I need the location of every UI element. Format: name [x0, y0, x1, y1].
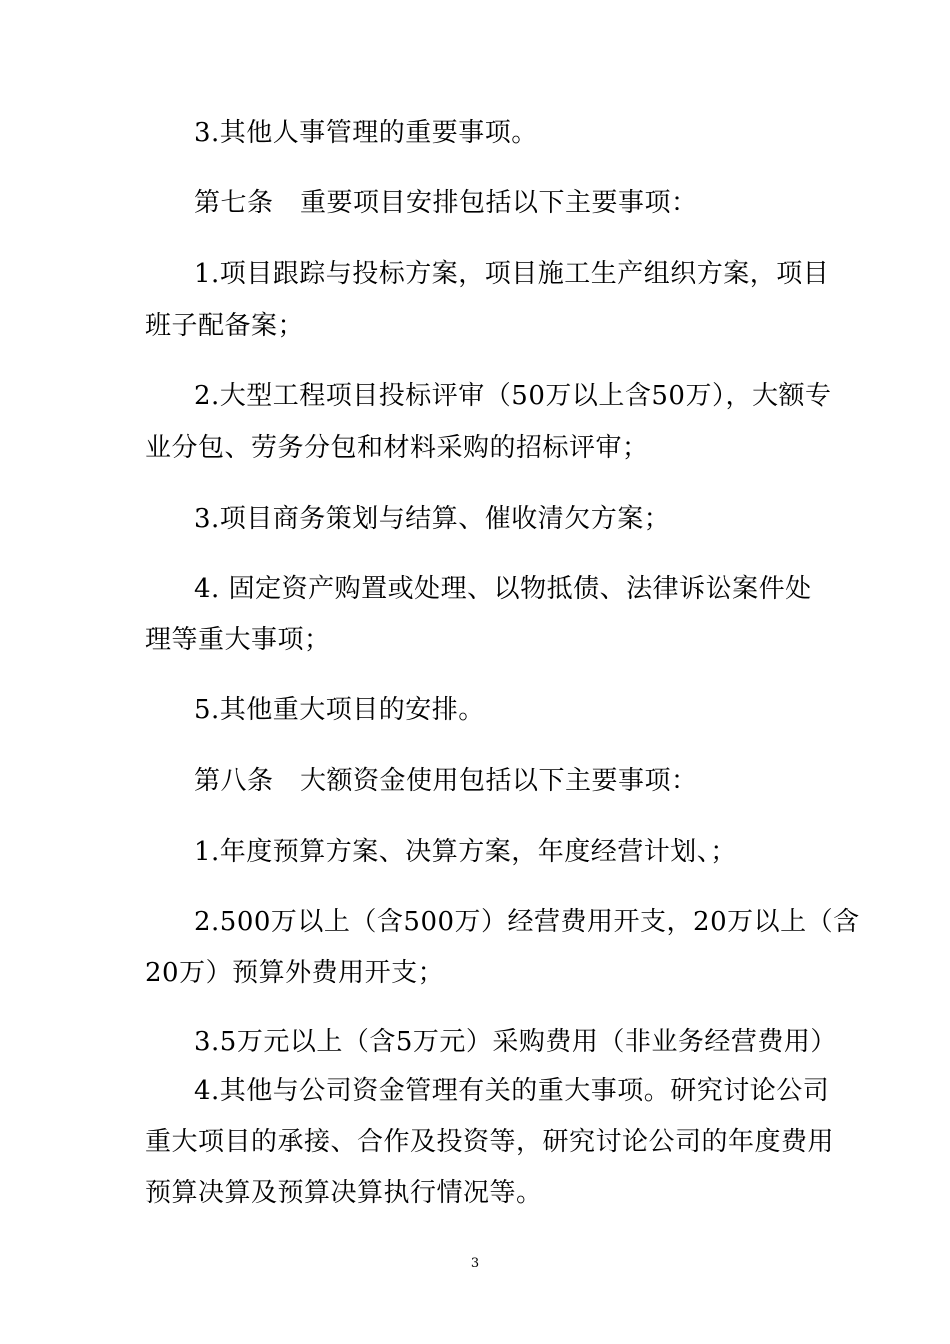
paragraph-line: 4. 固定资产购置或处理、以物抵债、法律诉讼案件处 [194, 574, 812, 604]
paragraph-line: 3.5万元以上（含5万元）采购费用（非业务经营费用） [194, 1027, 837, 1057]
paragraph-line: 3.项目商务策划与结算、催收清欠方案； [194, 504, 671, 534]
paragraph-line: 1.项目跟踪与投标方案，项目施工生产组织方案，项目 [194, 259, 830, 289]
paragraph-line: 理等重大事项； [145, 625, 331, 655]
paragraph-line: 4.其他与公司资金管理有关的重大事项。研究讨论公司 [194, 1076, 830, 1106]
paragraph-line: 业分包、劳务分包和材料采购的招标评审； [145, 433, 649, 463]
paragraph-line: 预算决算及预算决算执行情况等。 [145, 1178, 543, 1208]
paragraph-line: 20万）预算外费用开支； [145, 958, 445, 988]
paragraph-line: 重大项目的承接、合作及投资等，研究讨论公司的年度费用 [145, 1127, 835, 1157]
paragraph-line: 1.年度预算方案、决算方案，年度经营计划、； [194, 837, 737, 867]
paragraph-line: 班子配备案； [145, 311, 305, 341]
article-heading: 第八条 大额资金使用包括以下主要事项： [194, 766, 698, 796]
paragraph-line: 5.其他重大项目的安排。 [194, 695, 485, 725]
paragraph-line: 3.其他人事管理的重要事项。 [194, 118, 538, 148]
paragraph-line: 2.大型工程项目投标评审（50万以上含50万），大额专 [194, 381, 832, 411]
article-heading: 第七条 重要项目安排包括以下主要事项： [194, 188, 698, 218]
paragraph-line: 2.500万以上（含500万）经营费用开支，20万以上（含 [194, 907, 860, 937]
page-number: 3 [470, 1256, 480, 1271]
